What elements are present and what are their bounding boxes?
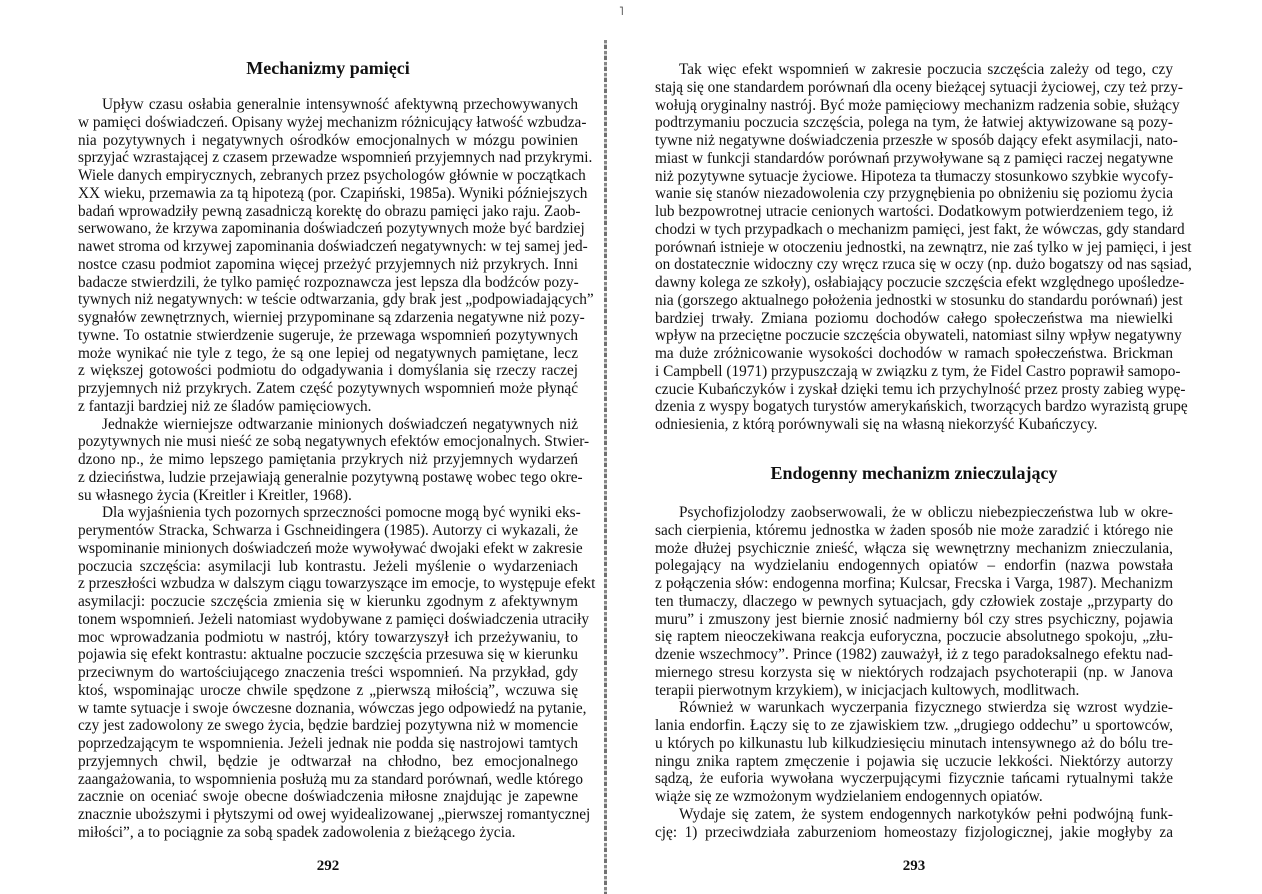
text-line: tywnych niż negatywnych: w teście odtwarzania, gdy brak jest „podpowiadających” — [78, 291, 594, 309]
text-line: podtrzymaniu poczucia szczęścia, polega na tym, że łatwiej aktywizowane są pozy- — [655, 114, 1173, 132]
text-line: nia pozytywnych i negatywnych ośrodków emocjonalnych w mózgu powinien — [78, 131, 578, 149]
text-line: z połączenia słów: endogenna morfina; Kulcsar, Frecska i Varga, 1987). Mechanizm — [655, 575, 1173, 592]
text-line: moc wprowadzania podmiotu w nastrój, który towarzyszył ich przeżywaniu, to — [78, 628, 578, 646]
page-number: 293 — [902, 858, 926, 874]
text-line: odniesienia, z którą porównywali się na własną niekorzyść Kubańczycy. — [655, 416, 1098, 433]
text-line: pojawia się efekt kontrastu: aktualne poczucie szczęścia przesuwa się w kierunku — [78, 646, 578, 664]
text-line: Wydaje się zatem, że system endogennych narkotyków pełni podwójną funk- — [679, 805, 1173, 823]
text-line: poprzedzającym te wspomnienia. Jeżeli jednak nie podda się nastrojowi tamtych — [78, 735, 578, 752]
right-page-293 — [655, 0, 1192, 894]
text-line: sach cierpienia, któremu jednostka w żaden sposób nie może zaradzić i którego nie — [655, 521, 1173, 539]
text-line: i Campbell (1971) przypuszczają w związku z tym, że Fidel Castro poprawił samopo- — [655, 362, 1181, 380]
right-page-section-body — [655, 504, 1173, 841]
text-line: porównań istnieje w otoczeniu jednostki, na zewnątrz, nie zaś tylko w jej pamięci, i jest — [655, 238, 1192, 256]
text-line: w tamte sytuacje i swoje ówczesne doznania, wówczas jego odpowiedź na pytanie, — [78, 699, 587, 717]
text-line: asymilacji: poczucie szczęścia zmienia się w kierunku zgodnym z afektywnym — [78, 593, 578, 610]
text-line: polegający na wydzielaniu endogennych opiatów – endorfin (nazwa powstała — [655, 557, 1173, 575]
text-line: muru” i zmuszony jest biernie znosić nadmierny ból czy stres psychiczny, pojawia — [655, 610, 1173, 628]
text-line: chodzi w tych przypadkach o mechanizm pamięci, jest fakt, że wówczas, gdy standard — [655, 220, 1185, 238]
text-line: tywne niż negatywne doświadczenia przeszłe w sposób dający efekt asymilacji, nato- — [655, 132, 1178, 149]
paragraph — [655, 504, 1173, 699]
text-line: nawet stroma od krzywej zapominania doświadczeń negatywnych: w tej samej jed- — [78, 238, 588, 255]
text-line: dzono np., że mimo lepszego pamiętania przykrych niż przyjemnych wydarzeń — [78, 451, 578, 468]
text-line: stają się one standardem porównań dla oceny bieżącej sytuacji życiowej, czy też przy- — [655, 78, 1183, 96]
text-line: su własnego życia (Kreitler i Kreitler, 1968). — [78, 486, 352, 504]
paragraph — [655, 61, 1192, 434]
text-line: czy jest zadowolony ze swego życia, będzie bardziej pozytywna niż w momencie — [78, 717, 578, 735]
page-number: 292 — [316, 858, 340, 874]
text-line: terapii pierwotnym krzykiem), w inicjacjach kultowych, modlitwach. — [655, 681, 1080, 699]
text-line: lub bezpowrotnej utracie cenionych wartości. Dodatkowym potwierdzeniem tego, iż — [655, 203, 1173, 220]
text-line: ningu znika raptem zmęczenie i pojawia się uczucie lekkości. Niektórzy autorzy — [655, 752, 1173, 770]
text-line: zacznie on oceniać swoje obecne doświadczenia miłosne znajdując je zapewne — [78, 788, 578, 806]
text-line: tywne. To ostatnie stwierdzenie sugeruje, że przewaga wspomnień pozytywnych — [78, 326, 578, 344]
text-line: on dostatecznie widoczny czy wręcz rzuca się w oczy (np. dużo bogatszy od nas sąsiad, — [655, 256, 1192, 274]
paragraph — [78, 504, 596, 841]
text-line: z dzieciństwa, ludzie przejawiają generalnie pozytywną postawę wobec tego okre- — [78, 468, 583, 486]
text-line: cję: 1) przeciwdziała zaburzeniom homeostazy fizjologicznej, jakie mogłyby za — [655, 823, 1173, 841]
scan-mark: ˥ — [619, 4, 624, 18]
book-gutter — [604, 40, 607, 894]
text-line: zaangażowania, to wspomnienia posłużą mu za standard porównań, wedle którego — [78, 770, 584, 788]
text-line: niż pozytywne sytuacje życiowe. Hipoteza ta tłumaczy stosunkowo szybkie wycofy- — [655, 167, 1174, 185]
text-line: miernego stresu korzysta się w niektórych rodzajach psychoterapii (np. w Janova — [655, 663, 1173, 681]
paragraph — [655, 699, 1173, 806]
text-line: wanie się stanów niezadowolenia czy przygnębienia po obniżeniu się poziomu życia — [655, 185, 1173, 203]
text-line: sygnałów zewnętrznych, wierniej przypominane są zdarzenia negatywne niż pozy- — [78, 309, 585, 326]
text-line: XX wieku, przemawia za tą hipotezą (por. Czapiński, 1985a). Wyniki późniejszych — [78, 184, 588, 202]
text-line: perymentów Stracka, Schwarza i Gschneidingera (1985). Autorzy ci wykazali, że — [78, 522, 578, 539]
text-line: lania endorfin. Łączy się to ze zjawiskiem tzw. „drugiego oddechu” u sportowców, — [655, 717, 1173, 734]
text-line: ma duże zróżnicowanie wysokości dochodów w ramach społeczeństwa. Brickman — [655, 345, 1173, 362]
text-line: pozytywnych nie musi nieść ze sobą negatywnych efektów emocjonalnych. Stwier- — [78, 433, 590, 451]
text-line: dzenie wszechmocy”. Prince (1982) zauważył, iż z tego paradoksalnego efektu nad- — [655, 646, 1173, 663]
text-line: badań wprowadziły pewną zasadniczą korektę do obrazu pamięci jako raju. Zaob- — [78, 202, 581, 220]
text-line: z przeszłości wzbudza w dalszym ciągu towarzyszące im emocje, to występuje efekt — [78, 575, 596, 593]
section-title-endogenny-mechanizm: Endogenny mechanizm znieczulający — [770, 463, 1058, 483]
right-page-top-body — [655, 61, 1192, 434]
text-line: się raptem nieoczekiwana reakcja euforyczna, poczucie absolutnego spokoju, „złu- — [655, 628, 1173, 646]
text-line: Psychofizjolodzy zaobserwowali, że w obliczu niebezpieczeństwa lub w okre- — [679, 504, 1173, 521]
text-line: z fantazji bardziej niż ze śladów pamięciowych. — [78, 397, 372, 415]
text-line: Tak więc efekt wspomnień w zakresie poczucia szczęścia zależy od tego, czy — [679, 61, 1173, 78]
text-line: przeciwnym do wartościującego znaczenia treści wspomnień. Na przykład, gdy — [78, 664, 578, 681]
text-line: miłości”, a to pociągnie za sobą spadek zadowolenia z bieżącego życia. — [78, 823, 516, 841]
text-line: sądzą, że euforia wywołana wyczerpującymi fizycznie tańcami rytualnymi także — [655, 770, 1173, 788]
text-line: Upływ czasu osłabia generalnie intensywność afektywną przechowywanych — [102, 96, 578, 113]
paragraph — [78, 415, 590, 505]
text-line: u których po kilkunastu lub kilkudziesięciu minutach intensywnego aż do bólu tre- — [655, 734, 1173, 752]
text-line: miast w funkcji standardów porównań przywoływane są z pamięci raczej negatywne — [655, 149, 1174, 167]
text-line: badacze stwierdzili, że tylko pamięć rozpoznawcza jest lepsza dla bodźców pozy- — [78, 273, 579, 291]
text-line: przyjemnych chwil, będzie je odtwarzał na chłodno, bez emocjonalnego — [78, 752, 578, 770]
text-line: z większej gotowości podmiotu do odgadywania i domyślania się rzeczy raczej — [78, 362, 578, 380]
text-line: tonem wspomnień. Jeżeli natomiast wydobywane z pamięci doświadczenia utraciły — [78, 610, 590, 628]
text-line: w pamięci doświadczeń. Opisany wyżej mechanizm różnicujący łatwość wzbudza- — [78, 113, 587, 131]
text-line: serwowano, że krzywa zapominania doświadczeń pozytywnych może być bardziej — [78, 220, 585, 238]
text-line: bardziej trwały. Zmiana poziomu dochodów całego społeczeństwa ma niewielki — [655, 309, 1173, 327]
text-line: wpływ na przeciętne poczucie szczęścia obywateli, natomiast silny wpływ negatywny — [655, 327, 1182, 345]
text-line: wołują oryginalny nastrój. Być może pamięciowy mechanizm radzenia sobie, służący — [655, 96, 1180, 114]
paragraph — [655, 806, 1173, 842]
text-line: dawny kolega ze szkoły), osłabiający poczucie szczęścia efekt względnego upośledze- — [655, 274, 1185, 291]
text-line: sprzyjać wzrastającej z czasem przewadze wspomnień przyjemnych nad przykrymi. — [78, 149, 593, 167]
text-line: nia (gorszego aktualnego położenia jednostki w stosunku do standardu porównań) jest — [655, 291, 1183, 309]
text-line: znacznie uboższymi i płytszymi od owej wyidealizowanej „pierwszej romantycznej — [78, 806, 591, 823]
text-line: przyjemnych niż przykrych. Zatem część pozytywnych wspomnień może płynąć — [78, 380, 578, 397]
text-line: wiąże się ze wzmożonym wydzielaniem endogennych opiatów. — [655, 788, 1043, 805]
left-page-292 — [78, 0, 596, 894]
text-line: dzenia z wyspy bogatych turystów amerykańskich, tworzących bardzo wyrazistą grupę — [655, 398, 1188, 416]
text-line: może wynikać nie tyle z tego, że są one lepiej od negatywnych pamiętane, lecz — [78, 344, 578, 362]
section-title-mechanizmy-pamieci: Mechanizmy pamięci — [246, 58, 410, 78]
text-line: Jednakże wierniejsze odtwarzanie minionych doświadczeń negatywnych niż — [102, 415, 578, 433]
text-line: może dłużej psychicznie znieść, włącza się wewnętrzny mechanizm znieczulania, — [655, 539, 1173, 557]
text-line: czucie Kubańczyków i zyskał dzięki temu ich przychylność przez prosty zabieg wypę- — [655, 380, 1186, 398]
left-page-body — [78, 96, 596, 842]
text-line: Wiele danych empirycznych, zebranych przez psychologów głównie w początkach — [78, 167, 586, 184]
text-line: ten tłumaczy, dlaczego w pewnych sytuacjach, gdy człowiek zostaje „przyparty do — [655, 592, 1173, 610]
text-line: poczucia szczęścia: asymilacji lub kontrastu. Jeżeli myślenie o wydarzeniach — [78, 557, 578, 575]
paragraph — [78, 96, 594, 416]
text-line: wspominanie minionych doświadczeń może wywoływać dwojaki efekt w zakresie — [78, 539, 583, 557]
text-line: Dla wyjaśnienia tych pozornych sprzeczności pomocne mogą być wyniki eks- — [102, 504, 581, 522]
text-line: ktoś, wspominając urocze chwile spędzone z „pierwszą miłością”, wczuwa się — [78, 681, 578, 699]
text-line: Również w warunkach wyczerpania fizycznego stwierdza się wzrost wydzie- — [679, 699, 1173, 717]
text-line: nostce czasu podmiot zapomina więcej przeżyć przyjemnych niż przykrych. Inni — [78, 255, 578, 273]
